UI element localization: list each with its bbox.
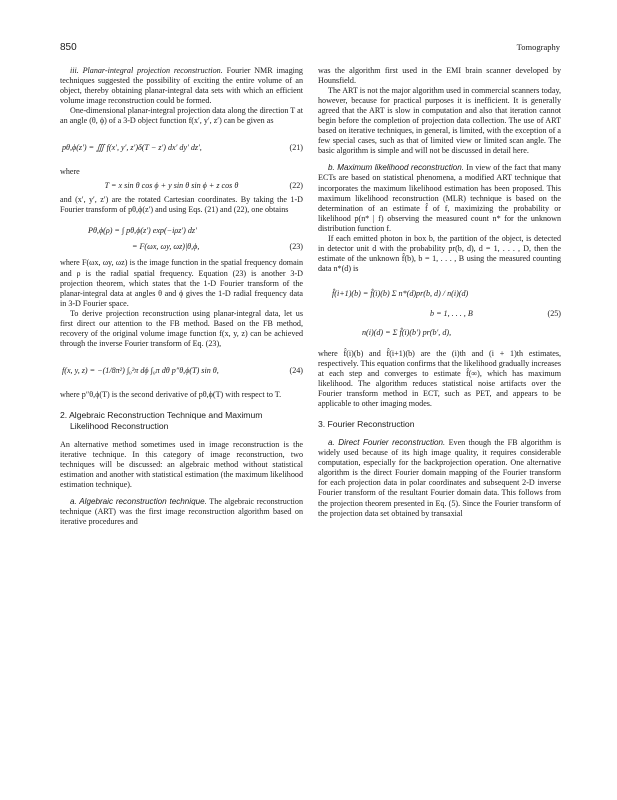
paragraph-text: Fourier NMR imaging techniques suggested the possibility of exciting the entire volume of an object, thereby obtaining planar-integral data sets with which an efficient volume image reconstruction could be formed.: [60, 66, 303, 106]
equation-text: n(i)(d) = Σ f̂(i)(b′) pr(b′, d),: [362, 327, 452, 337]
equation-25-line1: [318, 281, 561, 307]
page-number: 850: [60, 42, 77, 53]
equation-number: (24): [289, 365, 303, 375]
equation-25-line2: [318, 307, 561, 321]
equation-text: b = 1, . . . , B: [430, 308, 473, 318]
equation-text: Pθ,ϕ(ρ) = ∫ pθ,ϕ(z′) exp(−iρz′) dz′: [88, 226, 197, 236]
running-title: Tomography: [516, 42, 560, 52]
paragraph: where: [60, 167, 80, 177]
equation-21: [60, 133, 303, 163]
equation-number: (23): [289, 242, 303, 252]
paragraph: [318, 438, 561, 518]
equation-number: (25): [547, 308, 561, 318]
paragraph: An alternative method sometimes used in image reconstruction is the iterative technique. In this category of image reconstruction, two techniques will be discussed: an algebraic method without statistical estimation and another with statistical estimation (the maximum likelihood estimation technique).: [60, 439, 303, 490]
subsection-heading: b. Maximum likelihood reconstruction.: [328, 163, 465, 173]
equation-text: = F(ωx, ωy, ωz)|θ,ϕ,: [132, 242, 200, 252]
equation-22: [60, 181, 303, 191]
paragraph: To derive projection reconstruction using planar-integral data, let us first direct our attention to the FB method. Based on the FB method, recovery of the original volume image function f(x, y, z) can be achieved through the inverse Fourier transform of Eq. (23),: [60, 308, 303, 348]
paragraph: [60, 497, 303, 527]
equation-text: T = x sin θ cos ϕ + y sin θ sin ϕ + z cos θ: [104, 181, 239, 191]
section-heading: 2. Algebraic Reconstruction Technique and Maximum Likelihood Reconstruction: [60, 409, 263, 431]
section-heading: 3. Fourier Reconstruction: [318, 419, 415, 430]
paragraph: If each emitted photon in box b, the partition of the object, is detected in detector unit d with the probability pr(b, d), d = 1, . . . , D, then the estimate of the unknown f̂(b), b = 1, . . . , B using the measured counting data n*(d) is: [318, 233, 561, 273]
paragraph-text: In view of the fact that many ECTs are based on statistical phenomena, a modified ART technique that incorporates the maximum likelihood estimation has been proposed. This maximum likelihood reconstruction (MLR) technique is based on the determination of an estimate f̂ of f, maximizing the probability or likelihood p(n* | f) observing the measured count n* for the unknown distribution function f.: [318, 163, 561, 233]
paragraph-text: The algebraic reconstruction technique (ART) was the first image reconstruction algorithm based on iterative procedures and: [60, 497, 303, 527]
equation-text: f̂(i+1)(b) = f̂(i)(b) Σ n*(d)pr(b, d) / n(i)(d): [332, 288, 469, 298]
paragraph: where F(ωx, ωy, ωz) is the image function in the spatial frequency domain and ρ is the radial spatial frequency. Equation (23) is another 3-D projection theorem, which states that the 1-D Fourier transform of the planar-integral data at angles θ and ϕ gives the 1-D radial frequency data in 3-D Fourier space.: [60, 258, 303, 308]
subsection-heading: a. Direct Fourier reconstruction.: [328, 438, 446, 448]
equation-24: [60, 356, 303, 386]
left-column: [60, 66, 303, 527]
paragraph: [60, 66, 303, 106]
paragraph: and (x′, y′, z′) are the rotated Cartesian coordinates. By taking the 1-D Fourier transform of pθ,ϕ(z′) and using Eqs. (21) and (22), one obtains: [60, 195, 303, 215]
runin-heading: iii. Planar-integral projection reconstruction.: [70, 66, 223, 75]
equation-text: f(x, y, z) = −(1/8π²) ∫₀²π dϕ ∫₀π dθ p″θ,ϕ(T) sin θ,: [62, 365, 219, 375]
equation-text: pθ,ϕ(z′) = ∭ f(x′, y′, z′)δ(T − z′) dx′ dy′ dz′,: [62, 143, 202, 153]
equation-23-line2: [60, 240, 303, 254]
paragraph-text: Even though the FB algorithm is widely used because of its high image quality, it requires considerable computation, especially for the backprojection operation. One alternative algorithm is the direct Fourier domain mapping of the Fourier transform for each projection data in polar coordinates and subsequent 2-D inverse Fourier transform of the resultant Fourier domain data. This follows from the projection theorem presented in Eq. (5). Since the Fourier transform of the projection data set obtained by transaxial: [318, 438, 561, 518]
equation-number: (21): [289, 143, 303, 153]
paragraph: where f̂(i)(b) and f̂(i+1)(b) are the (i)th and (i + 1)th estimates, respectively. This equation confirms that the likelihood gradually increases at each step and converges to estimate f̂(∞), which has maximum likelihood. The algorithm reduces statistical noise artifacts over the Fourier transform method in ECT, such as PET, and appears to be applicable to other imaging modes.: [318, 348, 561, 409]
paragraph: One-dimensional planar-integral projection data along the direction T at an angle (θ, ϕ) of a 3-D object function f(x′, y′, z′) can be given as: [60, 106, 303, 126]
paragraph: was the algorithm first used in the EMI brain scanner developed by Hounsfield.: [318, 66, 561, 86]
right-column: [318, 66, 561, 519]
subsection-heading: a. Algebraic reconstruction technique.: [70, 497, 207, 507]
paragraph: The ART is not the major algorithm used in commercial scanners today, however, because for practical purposes it is inefficient. It is generally agreed that the ART is slow in computation and also that iteration cannot begin before the completion of projection data collection. The use of ART based on iterative techniques, in general, is limited, with the exception of a few special cases, such as that of limited view or limited scan angle. The basic algorithm is simple and will not be discussed in detail here.: [318, 86, 561, 156]
paragraph: [318, 163, 561, 233]
paragraph: where p″θ,ϕ(T) is the second derivative of pθ,ϕ(T) with respect to T.: [60, 389, 282, 399]
equation-23-line1: [60, 222, 303, 240]
equation-number: (22): [289, 181, 303, 191]
page-header: [60, 42, 560, 56]
equation-25-line3: [318, 321, 561, 345]
